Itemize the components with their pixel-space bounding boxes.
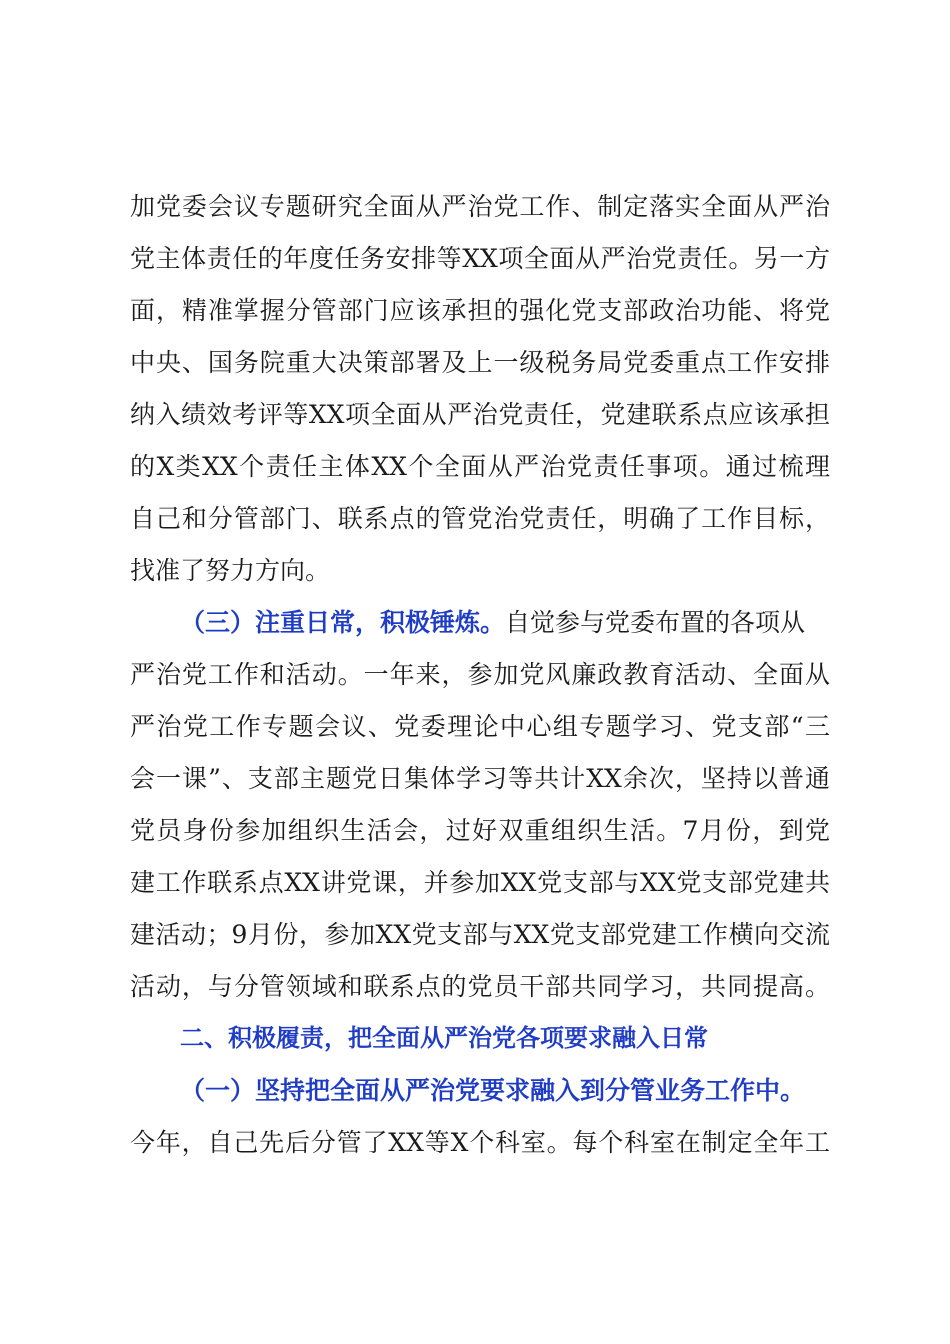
paragraph-line: 纳入绩效考评等XX项全面从严治党责任，党建联系点应该承担 [130, 400, 830, 429]
paragraph-line: 党主体责任的年度任务安排等XX项全面从严治党责任。另一方 [130, 244, 830, 273]
paragraph-line: 建工作联系点XX讲党课，并参加XX党支部与XX党支部党建共 [130, 868, 830, 897]
subsection-heading: （三）注重日常，积极锤炼。 [180, 608, 506, 637]
paragraph-first-line [180, 610, 805, 635]
subsection-heading: （一）坚持把全面从严治党要求融入到分管业务工作中。 [180, 1076, 806, 1105]
paragraph-line: 中央、国务院重大决策部署及上一级税务局党委重点工作安排 [130, 348, 830, 377]
paragraph-line: 活动，与分管领域和联系点的党员干部共同学习，共同提高。 [130, 972, 830, 1001]
section-heading: 二、积极履责，把全面从严治党各项要求融入日常 [180, 1024, 708, 1052]
paragraph-line: 找准了努力方向。 [130, 556, 331, 585]
paragraph-line: 的X类XX个责任主体XX个全面从严治党责任事项。通过梳理 [130, 452, 830, 481]
paragraph-line: 严治党工作和活动。一年来，参加党风廉政教育活动、全面从 [130, 660, 830, 689]
paragraph-text: 自觉参与党委布置的各项从 [505, 608, 806, 637]
paragraph-line: 严治党工作专题会议、党委理论中心组专题学习、党支部“三 [130, 712, 830, 741]
paragraph-line: 会一课”、支部主题党日集体学习等共计XX余次，坚持以普通 [130, 764, 830, 793]
paragraph-line: 建活动；9月份，参加XX党支部与XX党支部党建工作横向交流 [130, 920, 830, 949]
paragraph-line: 加党委会议专题研究全面从严治党工作、制定落实全面从严治 [130, 192, 830, 221]
paragraph-line: 今年，自己先后分管了XX等X个科室。每个科室在制定全年工 [130, 1128, 830, 1157]
paragraph-line: 自己和分管部门、联系点的管党治党责任，明确了工作目标， [130, 504, 830, 533]
paragraph-line: 党员身份参加组织生活会，过好双重组织生活。7月份，到党 [130, 816, 830, 845]
paragraph-line: 面，精准掌握分管部门应该承担的强化党支部政治功能、将党 [130, 296, 830, 325]
